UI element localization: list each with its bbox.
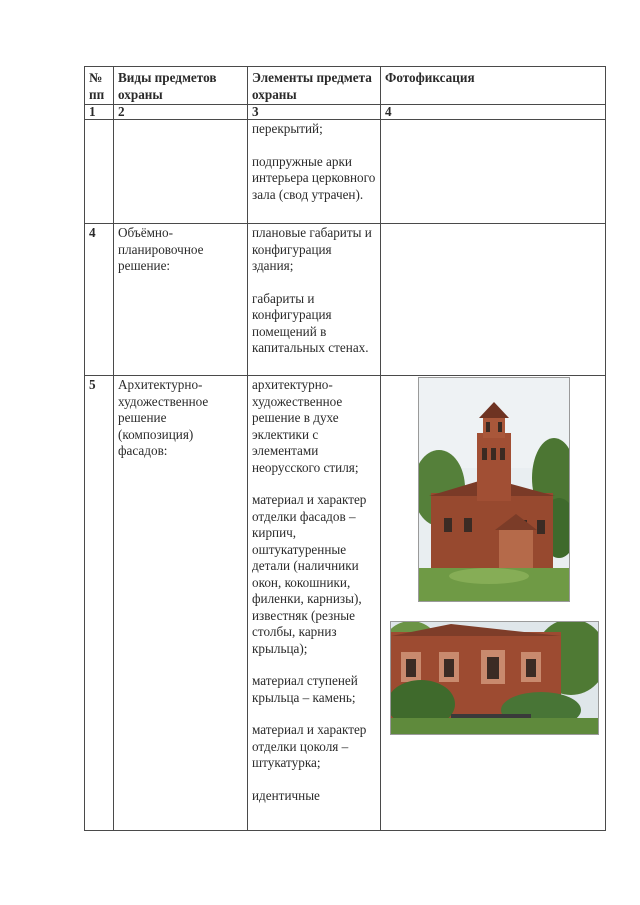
table-header-row <box>85 67 606 105</box>
column-number: 2 <box>114 105 248 120</box>
column-number: 1 <box>85 105 114 120</box>
church-tower-photo <box>418 377 570 602</box>
element-text: материал и характер отделки цоколя – штукатурка; <box>252 722 367 770</box>
header-types: Виды предметов охраны <box>114 67 248 105</box>
row-type: Архитектурно-художественное решение (композиция) фасадов: <box>114 376 248 831</box>
header-elements: Элементы предмета охраны <box>248 67 381 105</box>
row-elements <box>248 224 381 376</box>
element-text: подпружные арки интерьера церковного зала (свод утрачен). <box>252 153 376 202</box>
element-text: идентичные <box>252 787 320 803</box>
header-num: № пп <box>85 67 114 105</box>
row-number: 4 <box>85 224 114 376</box>
row-photo <box>381 120 606 224</box>
element-text: материал ступеней крыльца – камень; <box>252 673 358 705</box>
column-number: 4 <box>381 105 606 120</box>
row-type: Объёмно-планировочное решение: <box>114 224 248 376</box>
element-text: габариты и конфигурация помещений в капитальных стенах. <box>252 290 369 355</box>
table-row <box>85 120 606 224</box>
column-number-row <box>85 105 606 120</box>
element-text: материал и характер отделки фасадов – кирпич, оштукатуренные детали (наличники окон, кокошники, филенки, карнизы), известняк (резные столбы, карниз крыльца); <box>252 492 367 656</box>
row-number <box>85 120 114 224</box>
row-type <box>114 120 248 224</box>
element-text: архитектурно-художественное решение в духе эклектики с элементами неорусского стиля; <box>252 377 359 475</box>
row-elements <box>248 376 381 831</box>
table-row <box>85 224 606 376</box>
element-text: плановые габариты и конфигурация здания; <box>252 225 372 273</box>
row-number: 5 <box>85 376 114 831</box>
header-photo: Фотофиксация <box>381 67 606 105</box>
row-photo <box>381 224 606 376</box>
row-elements <box>248 120 381 224</box>
element-text: перекрытий; <box>252 121 323 136</box>
church-facade-photo <box>390 621 599 735</box>
column-number: 3 <box>248 105 381 120</box>
